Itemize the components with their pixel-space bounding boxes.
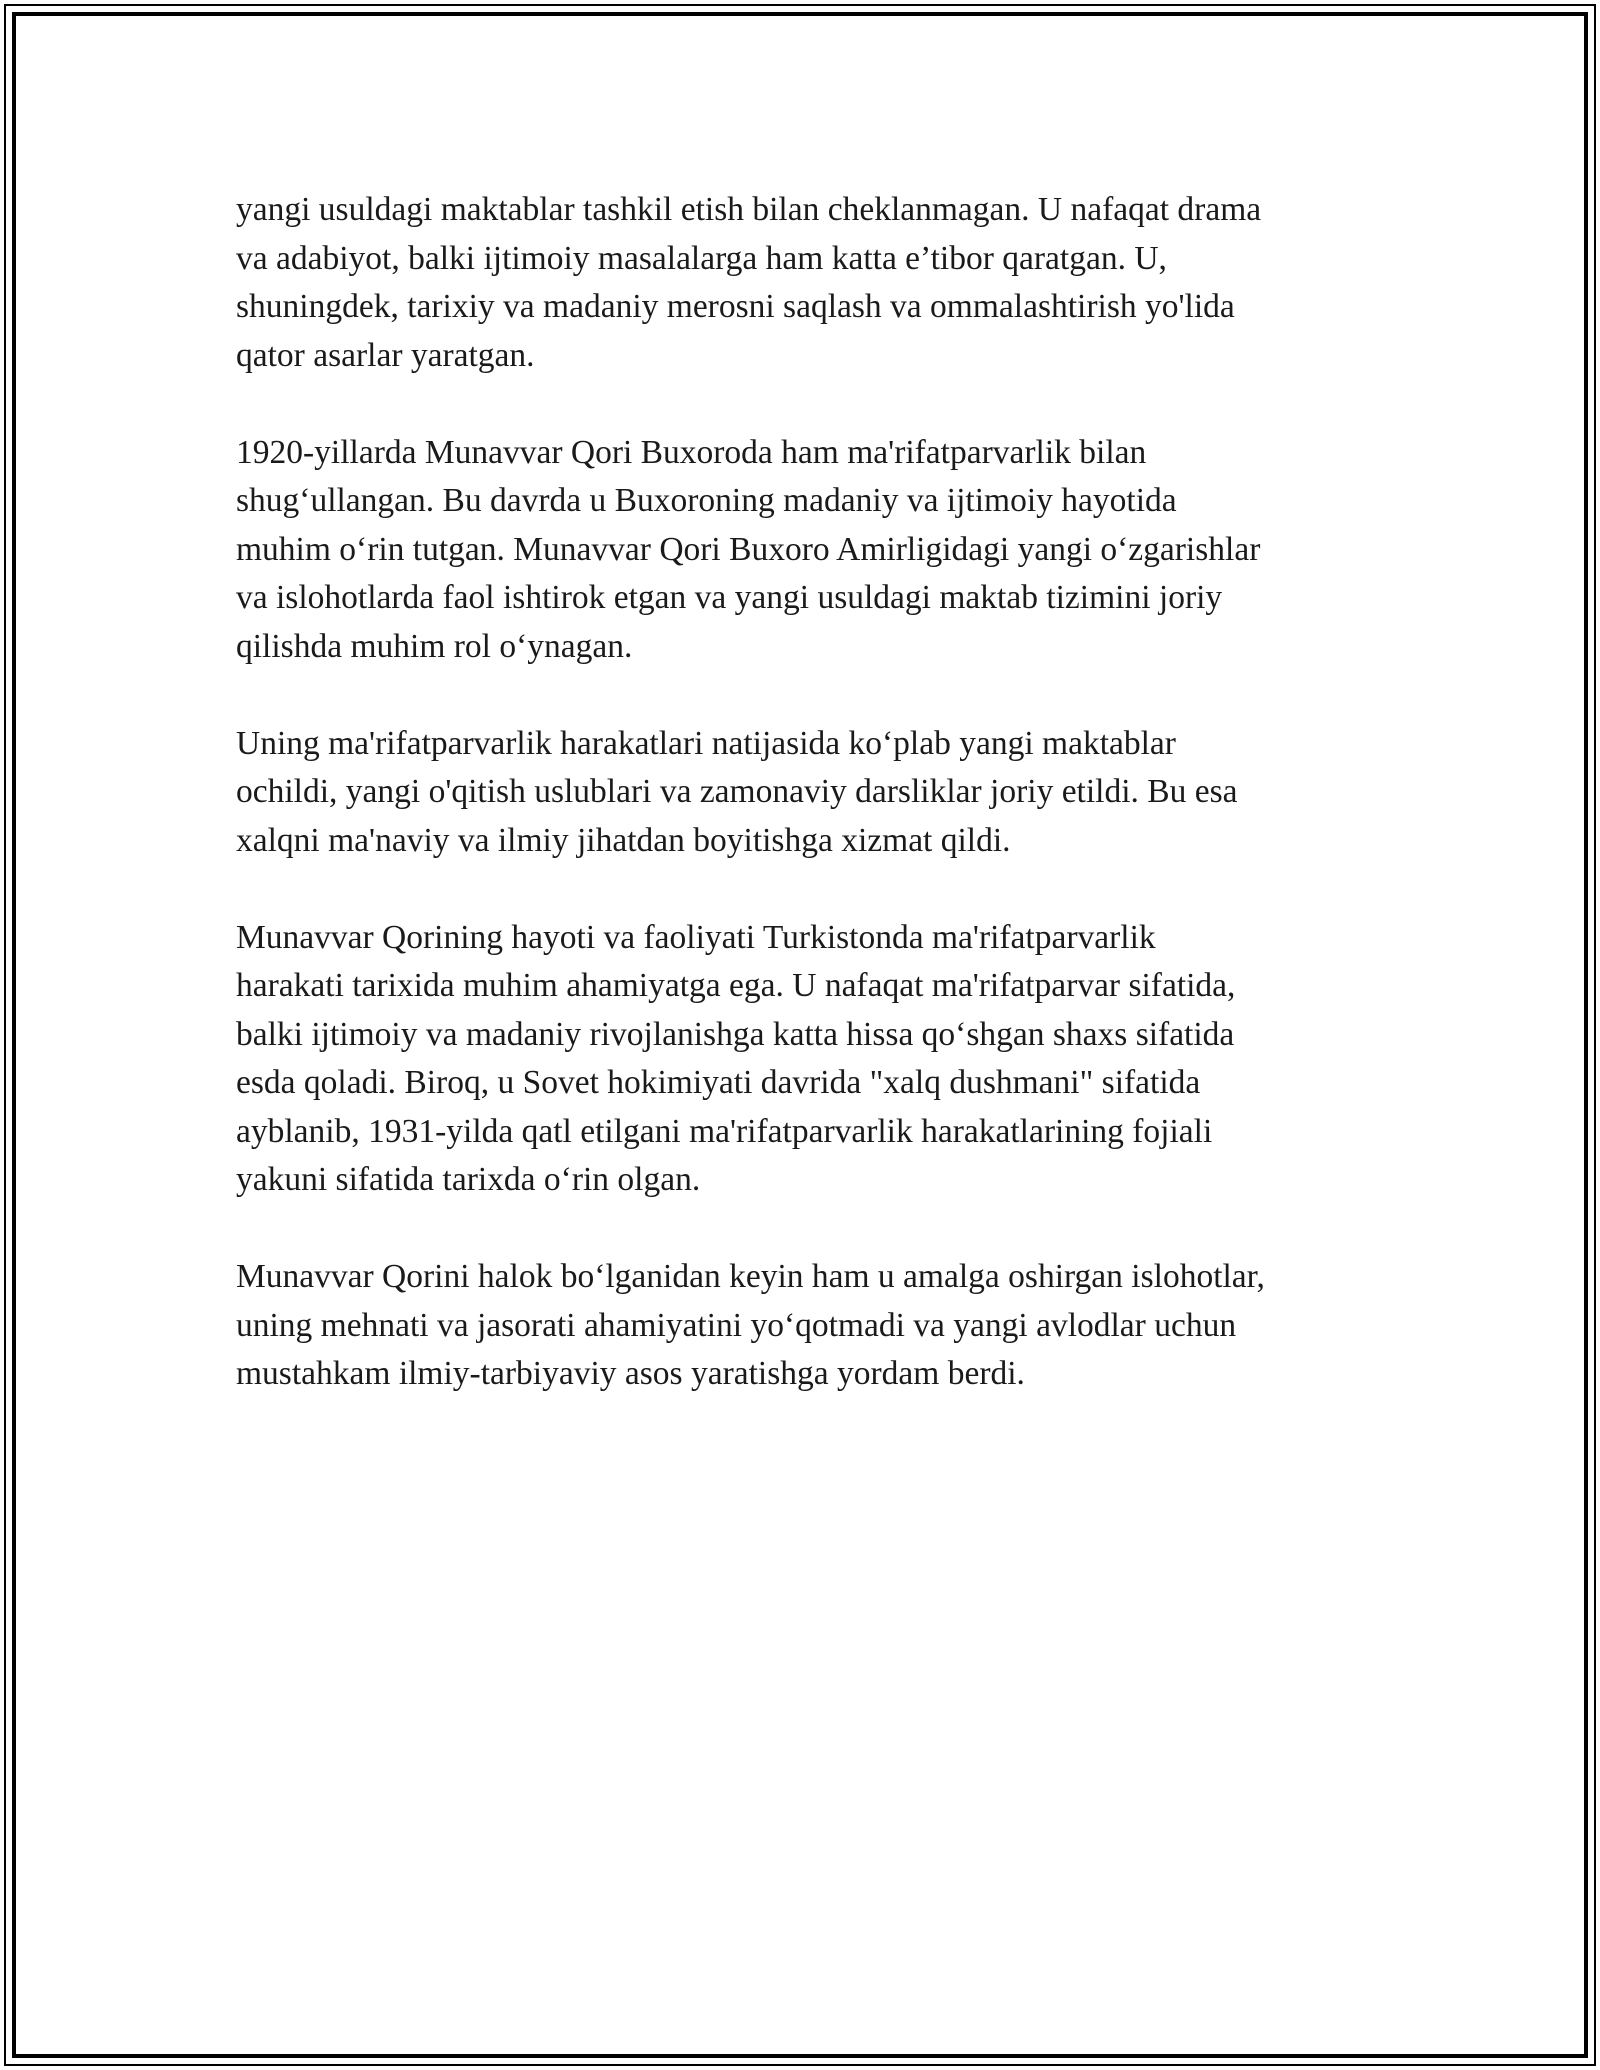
paragraph-1: yangi usuldagi maktablar tashkil etish bilan cheklanmagan. U nafaqat drama va adabiyot, balki ijtimoiy masalalarga ham katta e’tibor qaratgan. U, shuningdek, tarixiy va madaniy merosni saqlash va ommalashtirish yo'lida qator asarlar yaratgan. [236, 191, 1262, 374]
paragraph-4: Munavvar Qorining hayoti va faoliyati Turkistonda ma'rifatparvarlik harakati tarixida muhim ahamiyatga ega. U nafaqat ma'rifatparvar sifatida, balki ijtimoiy va madaniy rivojlanishga katta hissa qo‘shgan shaxs sifatida esda qoladi. Biroq, u Sovet hokimiyati davrida "xalq dushmani" sifatida ayblanib, 1931-yilda qatl etilgani ma'rifatparvarlik harakatlarining fojiali yakuni sifatida tarixda o‘rin olgan. [236, 918, 1236, 1198]
paragraph-3: Uning ma'rifatparvarlik harakatlari natijasida ko‘plab yangi maktablar ochildi, yangi o'qitish uslublari va zamonaviy darsliklar joriy etildi. Bu esa xalqni ma'naviy va ilmiy jihatdan boyitishga xizmat qildi. [236, 724, 1238, 859]
paragraph-5: Munavvar Qorini halok bo‘lganidan keyin ham u amalga oshirgan islohotlar, uning mehnati va jasorati ahamiyatini yo‘qotmadi va yangi avlodlar uchun mustahkam ilmiy-tarbiyaviy asos yaratishga yordam berdi. [236, 1258, 1265, 1392]
document-body [236, 186, 1376, 1399]
paragraph-2: 1920-yillarda Munavvar Qori Buxoroda ham ma'rifatparvarlik bilan shug‘ullangan. Bu davrda u Buxoroning madaniy va ijtimoiy hayotida muhim o‘rin tutgan. Munavvar Qori Buxoro Amirligidagi yangi o‘zgarishlar va islohotlarda faol ishtirok etgan va yangi usuldagi maktab tizimini joriy qilishda muhim rol o‘ynagan. [236, 433, 1261, 665]
